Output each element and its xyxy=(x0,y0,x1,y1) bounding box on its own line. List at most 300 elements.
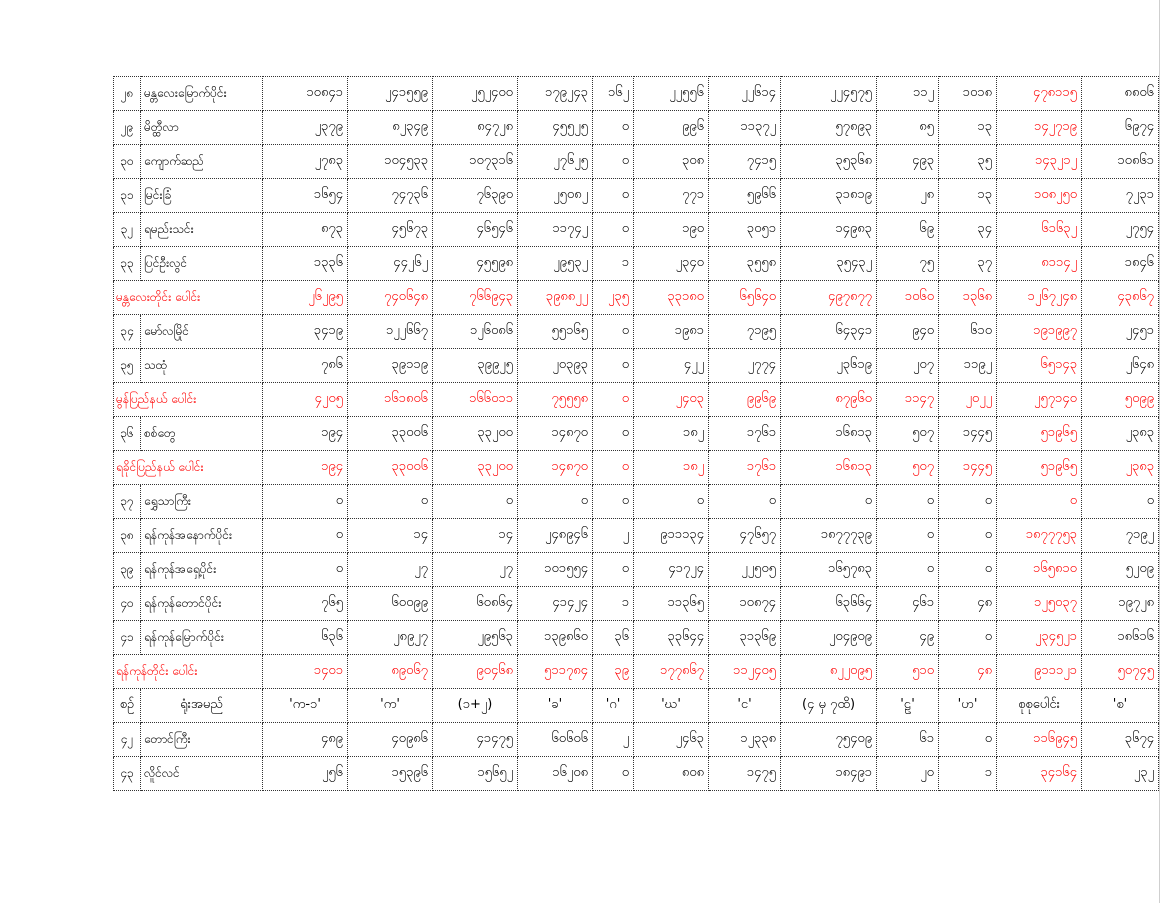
value-cell: ၇၁၉၂ xyxy=(1082,519,1159,553)
table-row xyxy=(114,315,1159,349)
value-cell: ၉၀၄၆၈ xyxy=(433,655,518,689)
value-cell: ၆၅၁၄၃ xyxy=(997,349,1082,383)
value-cell: ၃၅ xyxy=(939,145,997,179)
value-cell: ၀ xyxy=(593,179,634,213)
row-index: ၃၇ xyxy=(114,485,141,519)
value-cell: ၀ xyxy=(939,553,997,587)
row-index: ၃၁ xyxy=(114,179,141,213)
value-cell: ၂၅၆ xyxy=(263,757,348,791)
value-cell: ၀ xyxy=(939,621,997,655)
value-cell: ၁၁၃၇၂ xyxy=(709,111,781,145)
value-cell: ၅၀၇၄၅ xyxy=(1082,655,1159,689)
value-cell: ၁၃ xyxy=(939,111,997,145)
office-name: ရမည်းသင်း xyxy=(141,213,263,247)
value-cell: ၁၄၄၅ xyxy=(939,451,997,485)
value-cell: ၁၁၇၄၂ xyxy=(518,213,593,247)
row-index: ၃၈ xyxy=(114,519,141,553)
value-cell: ၁၈၇၇၇၃၉ xyxy=(781,519,877,553)
subtotal-row xyxy=(114,655,1159,689)
office-name: တောင်ကြီး xyxy=(141,723,263,757)
value-cell: ၃၅၄၃၂ xyxy=(781,247,877,281)
value-cell: ၇၆၆၉၄၃ xyxy=(433,281,518,315)
value-cell: ၇၆၅ xyxy=(263,587,348,621)
value-cell: ၁၈၂ xyxy=(634,417,709,451)
value-cell: ၇၄၀၆၄၈ xyxy=(348,281,433,315)
value-cell: ၅၁၉၆၅ xyxy=(997,451,1082,485)
value-cell: ၁၄၃၂၁၂ xyxy=(997,145,1082,179)
value-cell: ၈၄၇၂၈ xyxy=(433,111,518,145)
value-cell: ၂၃၄၀ xyxy=(634,247,709,281)
column-header: 'ဂ' xyxy=(593,689,634,723)
value-cell: ၃၉ xyxy=(593,655,634,689)
value-cell: ၃၃၀၀၆ xyxy=(348,417,433,451)
subtotal-label: ရခိုင်ပြည်နယ် ပေါင်း xyxy=(114,451,263,485)
value-cell: ၁၅၆၅၂ xyxy=(433,757,518,791)
value-cell: ၂၃၇၉ xyxy=(263,111,348,145)
value-cell: ၄၂၀၅ xyxy=(263,383,348,417)
value-cell: ၁၆၁၈၀၆ xyxy=(348,383,433,417)
value-cell: ၄၉ xyxy=(877,621,939,655)
table-row xyxy=(114,213,1159,247)
table-row xyxy=(114,349,1159,383)
value-cell: ၅၅၁၆၅ xyxy=(518,315,593,349)
page-edge-rule xyxy=(1159,0,1160,903)
value-cell: ၁ xyxy=(593,587,634,621)
value-cell: ၄၂၂ xyxy=(634,349,709,383)
office-name: ကျောက်ဆည် xyxy=(141,145,263,179)
subtotal-label: မန္တလေးတိုင်း ပေါင်း xyxy=(114,281,263,315)
value-cell: ၄၉၃ xyxy=(877,145,939,179)
value-cell: ၀ xyxy=(263,519,348,553)
value-cell: ၀ xyxy=(877,553,939,587)
value-cell: ၀ xyxy=(1082,485,1159,519)
value-cell: ၈၀၈ xyxy=(634,757,709,791)
value-cell: ၅၁၀ xyxy=(877,655,939,689)
value-cell: ၂၅၀၈၂ xyxy=(518,179,593,213)
table-body xyxy=(114,77,1159,791)
value-cell: ၁၀၁၅၅၄ xyxy=(518,553,593,587)
value-cell: ၁၉၄ xyxy=(263,417,348,451)
value-cell: ၂၆၄၈ xyxy=(1082,349,1159,383)
row-index: ၃၉ xyxy=(114,553,141,587)
table-row xyxy=(114,179,1159,213)
value-cell: ၁၈၄၆ xyxy=(1082,247,1159,281)
value-cell: ၁၀၈၄၁ xyxy=(263,77,348,111)
value-cell: ၄၇၈၁၁၅ xyxy=(997,77,1082,111)
value-cell: ၇၁၉၅ xyxy=(709,315,781,349)
column-header: 'ဟ' xyxy=(939,689,997,723)
value-cell: ၃၅၅၈ xyxy=(709,247,781,281)
value-cell: ၁၉၈၁ xyxy=(634,315,709,349)
value-cell: ၁၇၆၁ xyxy=(709,417,781,451)
value-cell: ၁ xyxy=(593,247,634,281)
value-cell: ၁၄၄၅ xyxy=(939,417,997,451)
table-row xyxy=(114,111,1159,145)
value-cell: ၅၁၁၇၈၄ xyxy=(518,655,593,689)
value-cell: ၀ xyxy=(877,519,939,553)
subtotal-label: ရန်ကုန်တိုင်း ပေါင်း xyxy=(114,655,263,689)
value-cell: ၃၃၁၈၀ xyxy=(634,281,709,315)
row-index: ၃၀ xyxy=(114,145,141,179)
value-cell: ၁၀၄၅၃၃ xyxy=(348,145,433,179)
value-cell: ၀ xyxy=(593,111,634,145)
value-cell: ၃၀၅၁ xyxy=(709,213,781,247)
value-cell: ၀ xyxy=(877,485,939,519)
header-office-name: ရုံးအမည် xyxy=(141,689,263,723)
value-cell: ၄၁၇၂၄ xyxy=(634,553,709,587)
value-cell: ၁၆၅၈၁၀ xyxy=(997,553,1082,587)
value-cell: ၄၁၄၂၄ xyxy=(518,587,593,621)
value-cell: ၁၂၃၃၈ xyxy=(709,723,781,757)
value-cell: ၇၂၃၁ xyxy=(1082,179,1159,213)
office-name: ရန်ကုန်တောင်ပိုင်း xyxy=(141,587,263,621)
value-cell: ၂ xyxy=(593,723,634,757)
value-cell: ၁၁၂၄၀၅ xyxy=(709,655,781,689)
table-row xyxy=(114,247,1159,281)
value-cell: ၄၄၂၆၂ xyxy=(348,247,433,281)
column-header-row xyxy=(114,689,1159,723)
value-cell: ၀ xyxy=(593,417,634,451)
row-index: ၄၃ xyxy=(114,757,141,791)
value-cell: ၀ xyxy=(593,349,634,383)
value-cell: ၄၉၇၈၇၇ xyxy=(781,281,877,315)
value-cell: ၂၂၅၀၅ xyxy=(709,553,781,587)
value-cell: ၇၆၃၉၀ xyxy=(433,179,518,213)
value-cell: ၅၀၇ xyxy=(877,417,939,451)
value-cell: ၂၇ xyxy=(348,553,433,587)
column-header: (၄ မှ ၇ထိ) xyxy=(781,689,877,723)
value-cell: ၃၃၂၀၀ xyxy=(433,417,518,451)
column-header: စုစုပေါင်း xyxy=(997,689,1082,723)
value-cell: ၂၂၅၅၆ xyxy=(634,77,709,111)
value-cell: ၄၁၄၇၅ xyxy=(433,723,518,757)
value-cell: ၁၂၆၀၈၆ xyxy=(433,315,518,349)
value-cell: ၂၄၆၃ xyxy=(634,723,709,757)
office-name: မန္တလေးမြောက်ပိုင်း xyxy=(141,77,263,111)
value-cell: ၁၂၅၀၃၇ xyxy=(997,587,1082,621)
value-cell: ၄၈ xyxy=(939,655,997,689)
value-cell: ၁၆၈၁၃ xyxy=(781,417,877,451)
value-cell: ၄၅၆၇၃ xyxy=(348,213,433,247)
value-cell: ၃၄၁၆၄ xyxy=(997,757,1082,791)
office-name: ရန်ကုန်အနောက်ပိုင်း xyxy=(141,519,263,553)
value-cell: ၁၄၉၈၃ xyxy=(781,213,877,247)
value-cell: ၀ xyxy=(593,451,634,485)
office-name: မော်လမြိုင် xyxy=(141,315,263,349)
value-cell: ၂၇၆၂၅ xyxy=(518,145,593,179)
column-header: 'က' xyxy=(348,689,433,723)
value-cell: ၆၁၀ xyxy=(939,315,997,349)
row-index: ၃၄ xyxy=(114,315,141,349)
value-cell: ၁၃၉၈၆၀ xyxy=(518,621,593,655)
value-cell: ၈၁၁၄၂ xyxy=(997,247,1082,281)
value-cell: ၆၉၇၄ xyxy=(1082,111,1159,145)
value-cell: ၁၄၈၇၀ xyxy=(518,451,593,485)
table-row xyxy=(114,757,1159,791)
value-cell: ၆၄၃၄၁ xyxy=(781,315,877,349)
value-cell: ၀ xyxy=(939,723,997,757)
value-cell: ၁၆၅၇၈၃ xyxy=(781,553,877,587)
value-cell: ၁၁၉၂ xyxy=(939,349,997,383)
value-cell: ၉၉၆၉ xyxy=(709,383,781,417)
value-cell: ၅၀၇ xyxy=(877,451,939,485)
value-cell: ၁၇၉၂၄၃ xyxy=(518,77,593,111)
value-cell: ၃၃၂၀၀ xyxy=(433,451,518,485)
value-cell: ၂၃၅ xyxy=(593,281,634,315)
header-index: စဉ် xyxy=(114,689,141,723)
value-cell: ၅၂၀၉ xyxy=(1082,553,1159,587)
value-cell: ၀ xyxy=(263,485,348,519)
value-cell: ၁၅၃၉၆ xyxy=(348,757,433,791)
value-cell: ၇၄၁၅ xyxy=(709,145,781,179)
value-cell: ၇၇၁ xyxy=(634,179,709,213)
value-cell: ၁၂၂၆၆၇ xyxy=(348,315,433,349)
value-cell: ၂၄၈၉၄၆ xyxy=(518,519,593,553)
office-name: ရန်ကုန်အရှေ့ပိုင်း xyxy=(141,553,263,587)
row-index: ၄၁ xyxy=(114,621,141,655)
row-index: ၄၂ xyxy=(114,723,141,757)
value-cell: ၇၄၇၃၆ xyxy=(348,179,433,213)
value-cell: ၄၆၁ xyxy=(877,587,939,621)
row-index: ၂၈ xyxy=(114,77,141,111)
value-cell: ၂၈ xyxy=(877,179,939,213)
value-cell: ၁၈၆၁၆ xyxy=(1082,621,1159,655)
subtotal-row xyxy=(114,383,1159,417)
value-cell: ၁၃ xyxy=(939,179,997,213)
value-cell: ၂၄၀၃ xyxy=(634,383,709,417)
value-cell: ၄၆၅၄၆ xyxy=(433,213,518,247)
value-cell: ၁၂၆၇၂၄၈ xyxy=(997,281,1082,315)
value-cell: ၆၁၆၃၂ xyxy=(997,213,1082,247)
office-name: မြင်းခြံ xyxy=(141,179,263,213)
value-cell: ၅၉၆၆ xyxy=(709,179,781,213)
value-cell: ၃၁၃၆၉ xyxy=(709,621,781,655)
value-cell: ၀ xyxy=(593,485,634,519)
value-cell: ၁၄၇၅ xyxy=(709,757,781,791)
value-cell: ၁၉၁၉၉၇ xyxy=(997,315,1082,349)
value-cell: ၀ xyxy=(593,757,634,791)
value-cell: ၈၉၀၆၇ xyxy=(348,655,433,689)
value-cell: ၃၉၈၈၂၂ xyxy=(518,281,593,315)
table-row xyxy=(114,553,1159,587)
value-cell: ၁၄၈၇၀ xyxy=(518,417,593,451)
value-cell: ၂ xyxy=(593,519,634,553)
column-header: 'ခ' xyxy=(518,689,593,723)
column-header: 'င' xyxy=(709,689,781,723)
value-cell: ၁၁၄၇ xyxy=(877,383,939,417)
value-cell: ၆၃၆ xyxy=(263,621,348,655)
column-header: 'စ' xyxy=(1082,689,1159,723)
value-cell: ၁၃၆၈ xyxy=(939,281,997,315)
value-cell: ၆၀၈၆၄ xyxy=(433,587,518,621)
office-name: မိတ္ထီလာ xyxy=(141,111,263,145)
value-cell: ၉၉၆ xyxy=(634,111,709,145)
table-row xyxy=(114,621,1159,655)
value-cell: ၃၅၃၆၈ xyxy=(781,145,877,179)
value-cell: ၁၃၃၆ xyxy=(263,247,348,281)
column-header: 'ဃ' xyxy=(634,689,709,723)
value-cell: ၁၄၂၇၁၉ xyxy=(997,111,1082,145)
value-cell: ၁၄၀၁ xyxy=(263,655,348,689)
value-cell: ၂၄၁၅၅၉ xyxy=(348,77,433,111)
value-cell: ၁၁၂ xyxy=(877,77,939,111)
value-cell: ၃၁၈၁၉ xyxy=(781,179,877,213)
value-cell: ၀ xyxy=(634,485,709,519)
value-cell: ၆၀၀၉၉ xyxy=(348,587,433,621)
value-cell: ၂၉၅၆၃ xyxy=(433,621,518,655)
value-cell: ၆၉ xyxy=(877,213,939,247)
value-cell: ၂၄၅၁ xyxy=(1082,315,1159,349)
row-index: ၃၃ xyxy=(114,247,141,281)
table-row xyxy=(114,519,1159,553)
office-name: ရန်ကုန်မြောက်ပိုင်း xyxy=(141,621,263,655)
value-cell: ၀ xyxy=(593,145,634,179)
value-cell: ၀ xyxy=(709,485,781,519)
value-cell: ၃၄ xyxy=(939,213,997,247)
office-name: ရွှေသာကြီး xyxy=(141,485,263,519)
row-index: ၃၆ xyxy=(114,417,141,451)
value-cell: ၂၀၄၉၀၉ xyxy=(781,621,877,655)
value-cell: ၁၀၈၂၅၀ xyxy=(997,179,1082,213)
value-cell: ၈၂၃၄၉ xyxy=(348,111,433,145)
value-cell: ၂၃၆၁၉ xyxy=(781,349,877,383)
value-cell: ၆၁ xyxy=(877,723,939,757)
value-cell: ၂၃၈၃ xyxy=(1082,451,1159,485)
value-cell: ၅၀၉၉ xyxy=(1082,383,1159,417)
value-cell: ၁၉၀ xyxy=(634,213,709,247)
value-cell: ၁၈၇၇၇၅၃ xyxy=(997,519,1082,553)
value-cell: ၃၃၀၀၆ xyxy=(348,451,433,485)
value-cell: ၈၈၀၆ xyxy=(1082,77,1159,111)
value-cell: ၃၆၇၄ xyxy=(1082,723,1159,757)
value-cell: ၄၅၅၉၈ xyxy=(433,247,518,281)
value-cell: ၄၈၉ xyxy=(263,723,348,757)
office-name: စစ်တွေ xyxy=(141,417,263,451)
value-cell: ၀ xyxy=(518,485,593,519)
value-cell: ၂၃၄၅၂၁ xyxy=(997,621,1082,655)
value-cell: ၆၀၆၀၆ xyxy=(518,723,593,757)
value-cell: ၁၁၆၉၄၅ xyxy=(997,723,1082,757)
row-index: ၃၅ xyxy=(114,349,141,383)
value-cell: ၀ xyxy=(781,485,877,519)
table-row xyxy=(114,417,1159,451)
revenue-office-table xyxy=(113,76,1159,791)
table-row xyxy=(114,723,1159,757)
value-cell: ၁၆၂၀၈ xyxy=(518,757,593,791)
value-cell: ၂၀၂၂ xyxy=(939,383,997,417)
value-cell: ၂၉၅၃၂ xyxy=(518,247,593,281)
office-name: သထုံ xyxy=(141,349,263,383)
value-cell: ၂၇၈၃ xyxy=(263,145,348,179)
value-cell: ၉၄၀ xyxy=(877,315,939,349)
value-cell: ၂၇၅၄ xyxy=(1082,213,1159,247)
value-cell: ၃၉၁၁၉ xyxy=(348,349,433,383)
value-cell: ၁၀၈၇၄ xyxy=(709,587,781,621)
value-cell: ၈၇၉၆၀ xyxy=(781,383,877,417)
value-cell: ၁၁၃၆၅ xyxy=(634,587,709,621)
value-cell: ၁၆၂ xyxy=(593,77,634,111)
column-header: (၁+၂) xyxy=(433,689,518,723)
value-cell: ၁၉၇၂၈ xyxy=(1082,587,1159,621)
value-cell: ၀ xyxy=(939,519,997,553)
table-row xyxy=(114,77,1159,111)
value-cell: ၁၀၁၈ xyxy=(939,77,997,111)
value-cell: ၁ xyxy=(939,757,997,791)
value-cell: ၇၈၆ xyxy=(263,349,348,383)
value-cell: ၀ xyxy=(593,553,634,587)
row-index: ၃၂ xyxy=(114,213,141,247)
value-cell: ၁၀၆၀ xyxy=(877,281,939,315)
value-cell: ၀ xyxy=(593,213,634,247)
value-cell: ၈၂၂၀၉၅ xyxy=(781,655,877,689)
value-cell: ၀ xyxy=(593,383,634,417)
value-cell: ၃၆ xyxy=(593,621,634,655)
value-cell: ၁၄ xyxy=(348,519,433,553)
value-cell: ၀ xyxy=(593,315,634,349)
value-cell: ၂၆၂၉၅ xyxy=(263,281,348,315)
value-cell: ၁၈၄၉၁ xyxy=(781,757,877,791)
value-cell: ၁၀၈၆၁ xyxy=(1082,145,1159,179)
value-cell: ၁၄ xyxy=(433,519,518,553)
value-cell: ၆၃၆၆၄ xyxy=(781,587,877,621)
value-cell: ၁၆၅၄ xyxy=(263,179,348,213)
value-cell: ၄၀၉၈၆ xyxy=(348,723,433,757)
value-cell: ၄၃၈၆၇ xyxy=(1082,281,1159,315)
value-cell: ၂၀၃၉၃ xyxy=(518,349,593,383)
value-cell: ၂၅၇၁၄၀ xyxy=(997,383,1082,417)
value-cell: ၇၅၄၀၉ xyxy=(781,723,877,757)
value-cell: ၁၇၇၈၆၇ xyxy=(634,655,709,689)
value-cell: ၂၅၂၄၀၀ xyxy=(433,77,518,111)
value-cell: ၉၁၁၁၂၁ xyxy=(997,655,1082,689)
value-cell: ၁၈၂ xyxy=(634,451,709,485)
subtotal-row xyxy=(114,281,1159,315)
value-cell: ၅၁၉၆၅ xyxy=(997,417,1082,451)
table-row xyxy=(114,145,1159,179)
value-cell: ၄၅၅၂၅ xyxy=(518,111,593,145)
column-header: 'က-၁' xyxy=(263,689,348,723)
subtotal-label: မွန်ပြည်နယ် ပေါင်း xyxy=(114,383,263,417)
value-cell: ၈၇၃ xyxy=(263,213,348,247)
value-cell: ၀ xyxy=(433,485,518,519)
value-cell: ၀ xyxy=(348,485,433,519)
value-cell: ၂၇ xyxy=(433,553,518,587)
table-row xyxy=(114,485,1159,519)
value-cell: ၀ xyxy=(997,485,1082,519)
value-cell: ၁၉၄ xyxy=(263,451,348,485)
value-cell: ၁၀၇၃၁၆ xyxy=(433,145,518,179)
value-cell: ၇၅ xyxy=(877,247,939,281)
table-row xyxy=(114,587,1159,621)
value-cell: ၉၁၁၁၃၄ xyxy=(634,519,709,553)
value-cell: ၅၇၈၉၃ xyxy=(781,111,877,145)
value-cell: ၂၂၆၁၄ xyxy=(709,77,781,111)
office-name: လိူင်လင် xyxy=(141,757,263,791)
value-cell: ၂၂၄၅၇၅ xyxy=(781,77,877,111)
value-cell: ၀ xyxy=(263,553,348,587)
value-cell: ၁၆၈၁၃ xyxy=(781,451,877,485)
value-cell: ၃၀၈ xyxy=(634,145,709,179)
value-cell: ၁၆၆၀၁၁ xyxy=(433,383,518,417)
office-name: ပြင်ဦးလွင် xyxy=(141,247,263,281)
value-cell: ၂၀၇ xyxy=(877,349,939,383)
value-cell: ၁၇၆၁ xyxy=(709,451,781,485)
row-index: ၄၀ xyxy=(114,587,141,621)
value-cell: ၂၃၂ xyxy=(1082,757,1159,791)
value-cell: ၂၈၉၂၇ xyxy=(348,621,433,655)
value-cell: ၃၉၉၂၅ xyxy=(433,349,518,383)
value-cell: ၄၈ xyxy=(939,587,997,621)
